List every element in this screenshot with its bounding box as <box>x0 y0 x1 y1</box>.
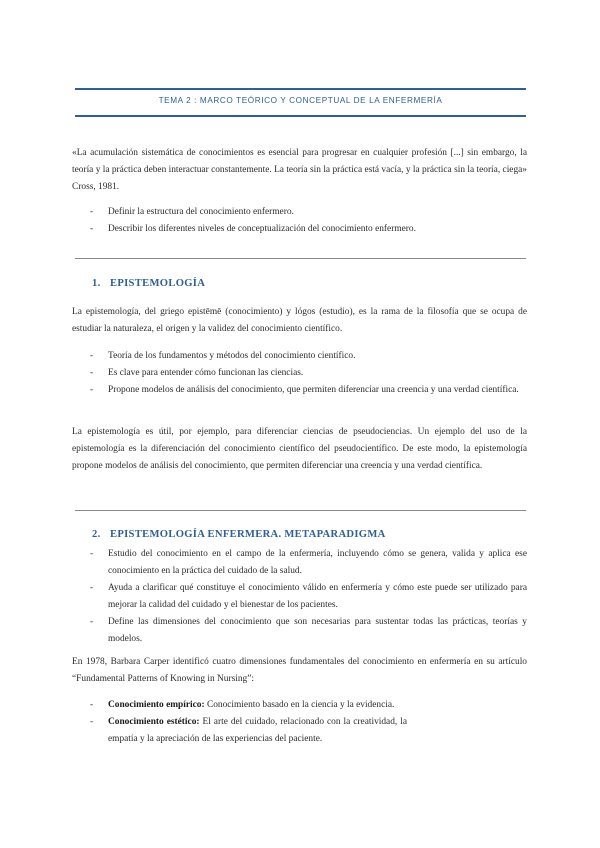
dash-bullet: - <box>90 549 94 559</box>
header-top-rule <box>75 88 526 90</box>
dash-bullet: - <box>90 351 94 361</box>
objectives-list <box>90 204 527 238</box>
dimension-item <box>90 714 527 748</box>
section-2-bullets <box>90 546 527 648</box>
dimension-description: Conocimiento basado en la ciencia y la evidencia. <box>204 700 395 710</box>
objective-item: - Describir los diferentes niveles de conceptualización del conocimiento enfermero. <box>90 221 527 238</box>
page-header-title: TEMA 2 : MARCO TEÓRICO Y CONCEPTUAL DE LA ENFERMERÍA <box>158 96 443 105</box>
header-bottom-rule <box>75 115 526 117</box>
dash-bullet: - <box>90 385 94 395</box>
section-2-paragraph: En 1978, Barbara Carper identificó cuatro dimensiones fundamentales del conocimiento en enfermería en su artículo “Fundamental Patterns of Knowing in Nursing”: <box>72 657 527 684</box>
dash-bullet: - <box>90 207 94 217</box>
knowledge-dimensions-list <box>90 697 527 748</box>
section-1-paragraph-1: La epistemología, del griego epistēmē (conocimiento) y lógos (estudio), es la rama de la filosofía que se ocupa de estudiar la naturaleza, el origen y la validez del conocimiento científico. <box>72 307 527 334</box>
section-divider <box>75 258 526 259</box>
list-item: - Ayuda a clarificar qué constituye el conocimiento válido en enfermería y cómo este puede ser utilizado para mejorar la calidad del cuidado y el bienestar de los pacientes. <box>90 580 527 614</box>
dimension-term: Conocimiento empírico: <box>108 700 205 710</box>
dash-bullet: - <box>90 224 94 234</box>
list-item: - Define las dimensiones del conocimiento que son necesarias para sustentar todas las prácticas, teorías y modelos. <box>90 614 527 648</box>
dash-bullet: - <box>90 617 94 627</box>
dash-bullet: - <box>90 717 94 727</box>
list-item: - Estudio del conocimiento en el campo de la enfermería, incluyendo cómo se genera, valida y aplica ese conocimiento en la práctica del cuidado de la salud. <box>90 546 527 580</box>
list-item: - Es clave para entender cómo funcionan las ciencias. <box>90 365 527 382</box>
section-1-title: 1. EPISTEMOLOGÍA <box>92 278 206 289</box>
dash-bullet: - <box>90 700 94 710</box>
dimension-description: El arte del cuidado, relacionado con la creatividad, la empatía y la apreciación de las experiencias del paciente. <box>108 717 407 744</box>
section-1-paragraph-2: La epistemología es útil, por ejemplo, para diferenciar ciencias de pseudociencias. Un ejemplo del uso de la epistemología es la diferenciación del conocimiento científico del pseudocientífico. De este modo, la epistemología propone modelos de análisis del conocimiento, que permiten diferenciar una creencia y una verdad científica. <box>72 427 527 471</box>
intro-quote: «La acumulación sistemática de conocimientos es esencial para progresar en cualquier profesión [...] sin embargo, la teoría y la práctica deben interactuar constantemente. La teoría sin la práctica está vacía, y la práctica sin la teoría, ciega» Cross, 1981. <box>72 148 527 192</box>
dimension-term: Conocimiento estético: <box>108 717 200 727</box>
section-2-title: 2. EPISTEMOLOGÍA ENFERMERA. METAPARADIGMA <box>92 529 386 540</box>
dimension-item <box>90 697 527 714</box>
objective-item: - Definir la estructura del conocimiento enfermero. <box>90 204 527 221</box>
dash-bullet: - <box>90 368 94 378</box>
section-divider <box>75 510 526 511</box>
dash-bullet: - <box>90 583 94 593</box>
list-item: - Propone modelos de análisis del conocimiento, que permiten diferenciar una creencia y una verdad científica. <box>90 382 527 399</box>
list-item: - Teoría de los fundamentos y métodos del conocimiento científico. <box>90 348 527 365</box>
section-1-bullets <box>90 348 527 399</box>
